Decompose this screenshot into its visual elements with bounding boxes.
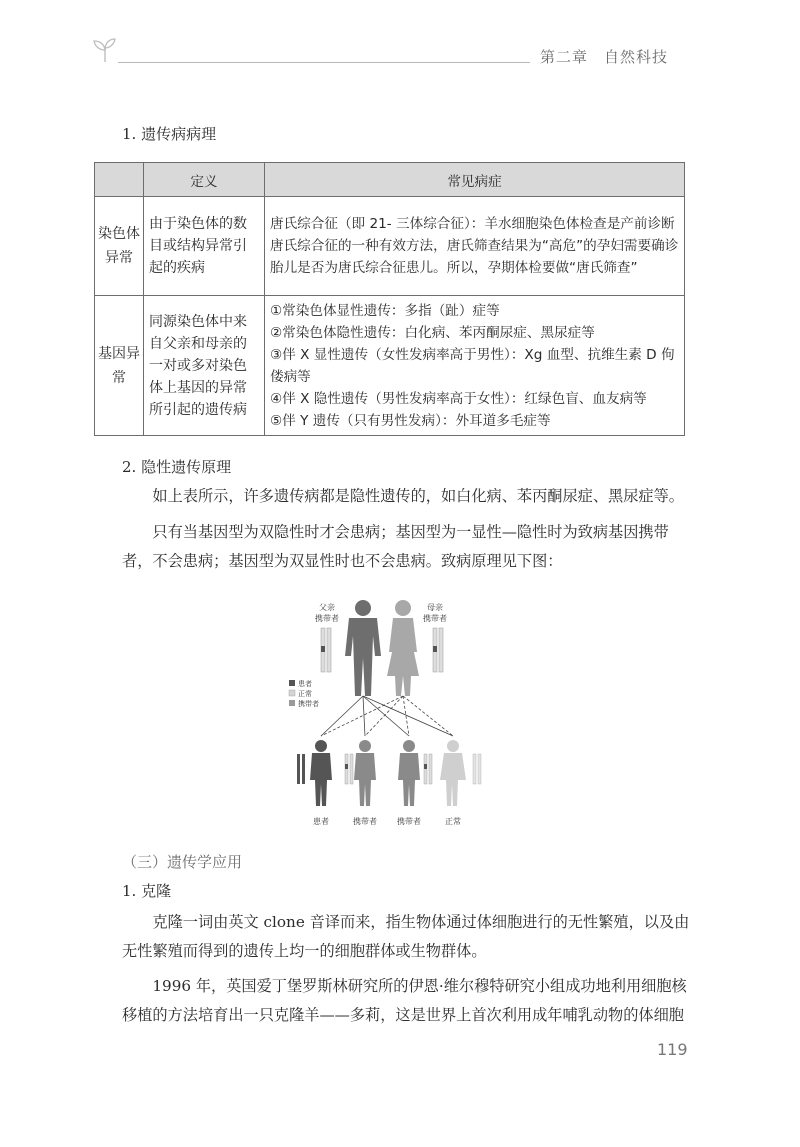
paragraph: 只有当基因型为双隐性时才会患病；基因型为一显性—隐性时为致病基因携带者，不会患病；基因型为双显性时也不会患病。致病原理见下图： xyxy=(122,523,669,570)
sprout-icon xyxy=(90,36,120,64)
row-category: 染色体异常 xyxy=(95,197,144,296)
legend-affected: 患者 xyxy=(298,680,312,688)
disease-item: ②常染色体隐性遗传：白化病、苯丙酮尿症、黑尿症等 xyxy=(270,324,595,341)
table-row xyxy=(95,197,685,296)
legend-swatch-normal xyxy=(289,690,295,696)
father-label: 父亲 xyxy=(319,603,335,612)
header-rule xyxy=(118,62,530,63)
row-definition: 同源染色体中来自父亲和母亲的一对或多对染色体上基因的异常所引起的遗传病 xyxy=(144,296,265,436)
paragraph: 如上表所示，许多遗传病都是隐性遗传的，如白化病、苯丙酮尿症、黑尿症等。 xyxy=(152,487,684,505)
table-header-blank xyxy=(95,163,144,197)
row-definition: 由于染色体的数目或结构异常引起的疾病 xyxy=(144,197,265,296)
father-figure xyxy=(345,600,381,696)
table-header-diseases: 常见病症 xyxy=(265,163,685,197)
legend-normal: 正常 xyxy=(298,690,312,698)
child-normal xyxy=(440,740,481,806)
row-diseases: 唐氏综合征（即 21- 三体综合征）：羊水细胞染色体检查是产前诊断唐氏综合征的一种有效方法，唐氏筛查结果为“高危”的孕妇需要确诊胎儿是否为唐氏综合征患儿。所以，孕期体检要做“唐氏筛查” xyxy=(265,197,685,296)
child-label: 患者 xyxy=(313,817,329,826)
row-diseases xyxy=(265,296,685,436)
genetic-disease-table xyxy=(94,162,685,436)
child-label: 携带者 xyxy=(397,817,421,826)
child-carrier-1 xyxy=(345,740,376,806)
chapter-title: 第二章 自然科技 xyxy=(540,48,669,66)
recessive-inheritance-diagram xyxy=(283,596,505,830)
mother-carrier-label: 携带者 xyxy=(423,614,447,623)
father-carrier-label: 携带者 xyxy=(315,614,339,623)
legend xyxy=(289,679,319,708)
legend-swatch-affected xyxy=(289,680,295,686)
section-heading-cloning: 1. 克隆 xyxy=(122,882,172,900)
child-label: 正常 xyxy=(445,817,461,826)
mother-label: 母亲 xyxy=(427,603,443,612)
paragraph: 克隆一词由英文 clone 音译而来，指生物体通过体细胞进行的无性繁殖，以及由无性繁殖而得到的遗传上均一的细胞群体或生物群体。 xyxy=(122,913,690,960)
table-header-definition: 定义 xyxy=(144,163,265,197)
disease-item: ①常染色体显性遗传：多指（趾）症等 xyxy=(270,302,500,319)
child-label: 携带者 xyxy=(353,817,377,826)
disease-item: ⑤伴 Y 遗传（只有男性发病）：外耳道多毛症等 xyxy=(270,412,551,429)
mother-chromosomes xyxy=(433,628,443,672)
disease-item: ④伴 X 隐性遗传（男性发病率高于女性）：红绿色盲、血友病等 xyxy=(270,390,647,407)
row-category: 基因异常 xyxy=(95,296,144,436)
section-heading-pathology: 1. 遗传病病理 xyxy=(122,125,217,143)
child-carrier-2 xyxy=(398,740,432,806)
section-heading-applications: （三）遗传学应用 xyxy=(122,853,243,871)
legend-swatch-carrier xyxy=(289,700,295,706)
table-header-row xyxy=(95,163,685,197)
page-number: 119 xyxy=(657,1040,688,1059)
child-affected xyxy=(297,740,332,806)
paragraph: 1996 年，英国爱丁堡罗斯林研究所的伊恩·维尔穆特研究小组成功地利用细胞核移植的方法培育出一只克隆羊——多莉，这是世界上首次利用成年哺乳动物的体细胞 xyxy=(122,977,687,1024)
disease-item: ③伴 X 显性遗传（女性发病率高于男性）：Xg 血型、抗维生素 D 佝偻病等 xyxy=(270,346,675,385)
section-heading-recessive: 2. 隐性遗传原理 xyxy=(122,458,232,476)
legend-carrier: 携带者 xyxy=(298,700,319,708)
table-row xyxy=(95,296,685,436)
inheritance-lines xyxy=(321,696,453,736)
mother-figure xyxy=(387,600,419,696)
father-chromosomes xyxy=(321,628,331,672)
